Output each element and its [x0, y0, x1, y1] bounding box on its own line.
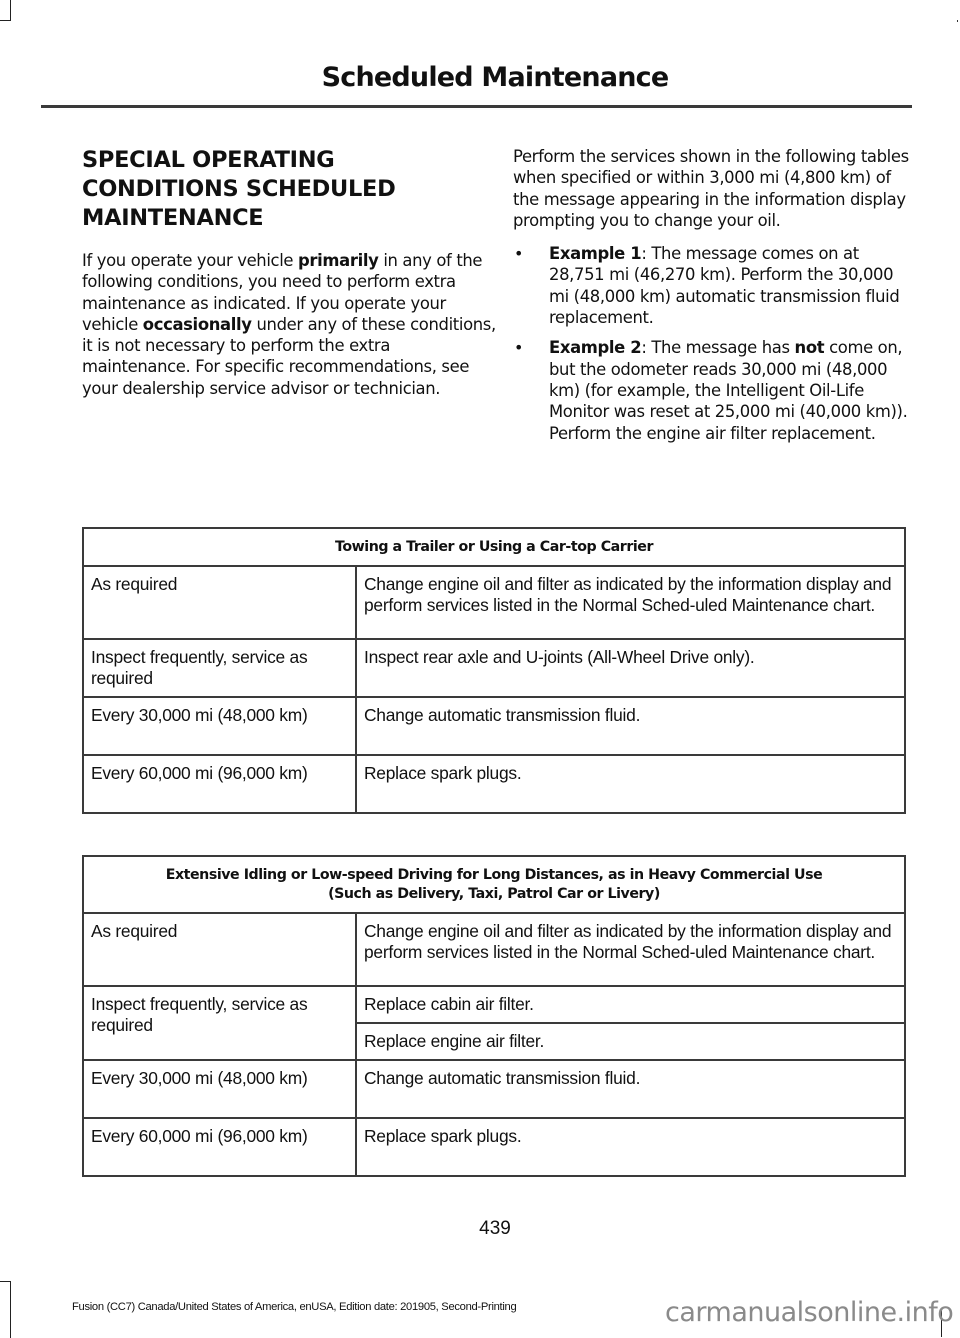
service-cell: Replace spark plugs.	[356, 755, 905, 813]
interval-cell: Every 60,000 mi (96,000 km)	[83, 1118, 356, 1176]
service-cell: Replace spark plugs.	[356, 1118, 905, 1176]
crop-mark-bottom-left	[0, 1281, 11, 1338]
idling-maintenance-table	[82, 855, 906, 1177]
service-cell: Change automatic transmission fluid.	[356, 1060, 905, 1118]
crop-mark-top-right	[957, 20, 958, 22]
right-column	[513, 146, 913, 453]
intro-text: under any of these conditions, it is not necessary to perform the extra maintenance. For specific recommendations, see your dealership service advisor or technician.	[82, 314, 496, 398]
table-title	[83, 856, 905, 913]
table-row	[83, 566, 905, 639]
interval-cell: Inspect frequently, service as required	[83, 639, 356, 697]
service-cell: Inspect rear axle and U-joints (All-Wheel Drive only).	[356, 639, 905, 697]
table-row	[83, 913, 905, 986]
interval-cell: Inspect frequently, service as required	[83, 986, 356, 1060]
table-row	[83, 1060, 905, 1118]
interval-cell: As required	[83, 913, 356, 986]
service-cell: Replace cabin air filter.	[356, 986, 905, 1023]
table-row	[83, 986, 905, 1023]
table-title-line-1: Extensive Idling or Low-speed Driving for Long Distances, as in Heavy Commercial Use	[165, 867, 823, 883]
emphasis-primarily: primarily	[298, 251, 379, 270]
bullet-icon: •	[514, 244, 524, 264]
header-divider	[41, 105, 912, 108]
service-cell: Change automatic transmission fluid.	[356, 697, 905, 755]
table-header-row	[83, 856, 905, 913]
bullet-icon: •	[514, 338, 524, 358]
intro-text: If you operate your vehicle	[82, 251, 299, 270]
table-row	[83, 1118, 905, 1176]
edition-footer: Fusion (CC7) Canada/United States of America, enUSA, Edition date: 201905, Second-Printing	[72, 1301, 517, 1313]
interval-cell: Every 60,000 mi (96,000 km)	[83, 755, 356, 813]
table-title-line-2: (Such as Delivery, Taxi, Patrol Car or Livery)	[328, 886, 660, 902]
table-title: Towing a Trailer or Using a Car-top Carrier	[83, 528, 905, 566]
service-cell: Change engine oil and filter as indicated by the information display and perform services listed in the Normal Sched-uled Maintenance chart.	[356, 566, 905, 639]
intro-text: in any of the following conditions, you need to perform extra maintenance as indicated. If you operate your vehicle	[82, 251, 483, 334]
example-label: Example 2	[549, 338, 642, 358]
example-label: Example 1	[549, 244, 642, 264]
emphasis-not: not	[794, 338, 825, 358]
example-item	[513, 243, 913, 328]
example-text: : The message comes on at 28,751 mi (46,270 km). Perform the 30,000 mi (48,000 km) automatic transmission fluid replacement.	[549, 244, 900, 328]
interval-cell: Every 30,000 mi (48,000 km)	[83, 1060, 356, 1118]
crop-mark-top-left	[0, 0, 11, 21]
services-paragraph: Perform the services shown in the following tables when specified or within 3,000 mi (4,800 km) of the message appearing in the information display prompting you to change your oil.	[513, 147, 909, 230]
watermark: carmanualsonline.info	[665, 1297, 954, 1328]
table-header-row	[83, 528, 905, 566]
section-title-line-3: MAINTENANCE	[82, 205, 264, 231]
left-column	[82, 146, 502, 399]
towing-maintenance-table	[82, 527, 906, 814]
page-number: 439	[479, 1218, 511, 1239]
interval-cell: Every 30,000 mi (48,000 km)	[83, 697, 356, 755]
section-title-line-1: SPECIAL OPERATING	[82, 147, 335, 173]
intro-paragraph	[82, 250, 502, 399]
section-title	[82, 146, 502, 233]
service-cell: Replace engine air filter.	[356, 1023, 905, 1060]
table-row	[83, 755, 905, 813]
table-row	[83, 639, 905, 697]
section-title-line-2: CONDITIONS SCHEDULED	[82, 176, 396, 202]
example-text: : The message has	[641, 338, 795, 358]
example-text: come on, but the odometer reads 30,000 mi (48,000 km) (for example, the Intelligent Oil-Life Monitor was reset at 25,000 mi (40,000 km)). Perform the engine air filter replacement.	[549, 338, 908, 443]
service-cell: Change engine oil and filter as indicated by the information display and perform services listed in the Normal Sched-uled Maintenance chart.	[356, 913, 905, 986]
examples-list	[513, 243, 913, 444]
example-item	[513, 337, 913, 443]
emphasis-occasionally: occasionally	[142, 314, 252, 334]
table-row	[83, 697, 905, 755]
page-header-title: Scheduled Maintenance	[321, 62, 669, 93]
interval-cell: As required	[83, 566, 356, 639]
